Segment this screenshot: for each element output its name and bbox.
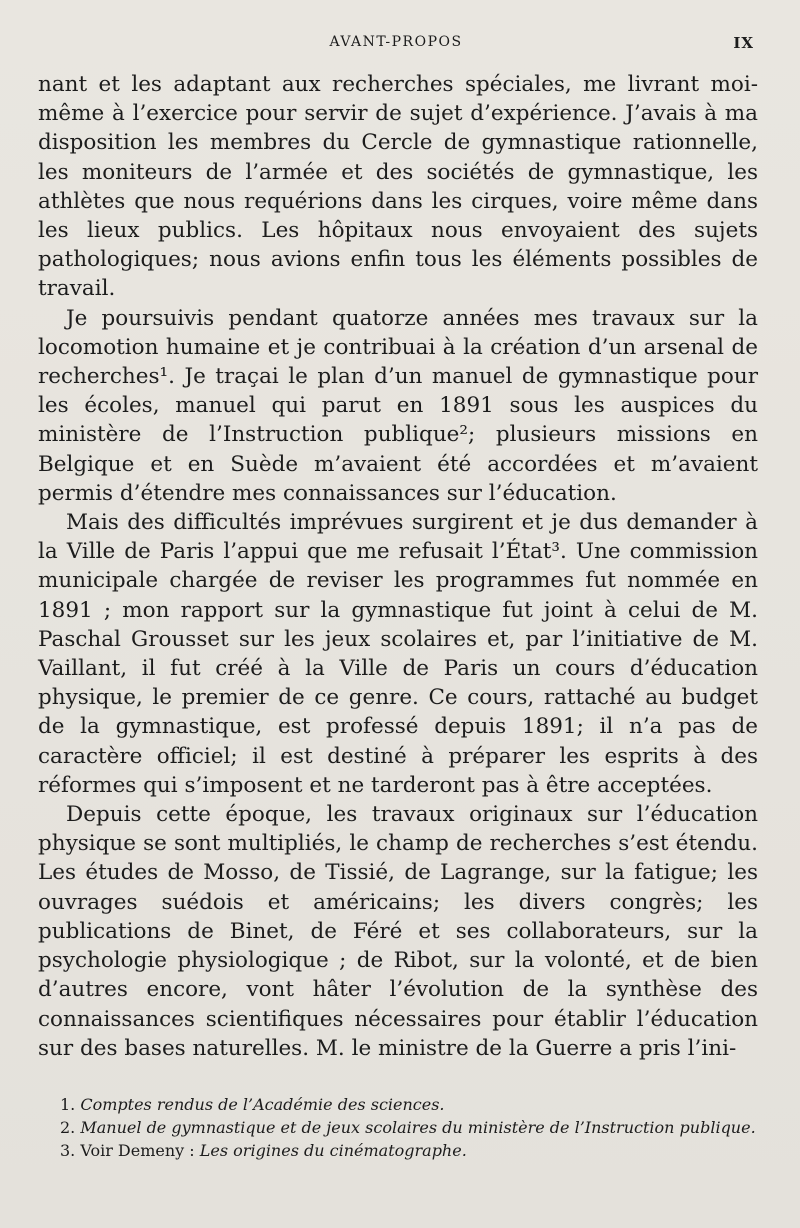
paragraph: Depuis cette époque, les travaux originaux sur l’éducation physique se sont multipliés, le champ de recherches s’est étendu. Les études de Mosso, de Tissié, de Lagrange, sur la fatigue; les ouvrages suédois et américains; les divers congrès; les publications de Binet, de Féré et ses collaborateurs, sur la psychologie physiologique ; de Ribot, sur la volonté, et de bien d’autres encore, vont hâter l’évolution de la synthèse des connaissances scientifiques nécessaires pour établir l’éducation sur des bases naturelles. M. le ministre de la Guerre a pris l’ini-	[38, 802, 758, 1061]
footnote-number: 1.	[60, 1095, 76, 1114]
page-number: IX	[733, 34, 754, 52]
footnote-text: Comptes rendus de l’Académie des sciences.	[80, 1095, 445, 1114]
footnote	[60, 1094, 760, 1116]
footnote-number: 2.	[60, 1118, 76, 1137]
footnote-number: 3.	[60, 1141, 76, 1160]
page-header	[38, 34, 754, 56]
footnotes	[60, 1094, 760, 1163]
paragraph: nant et les adaptant aux recherches spéciales, me livrant moi-même à l’exercice pour servir de sujet d’expérience. J’avais à ma disposition les membres du Cercle de gymnastique rationnelle, les moniteurs de l’armée et des sociétés de gymnastique, les athlètes que nous requérions dans les cirques, voire même dans les lieux publics. Les hôpitaux nous envoyaient des sujets pathologiques; nous avions enfin tous les éléments possibles de travail.	[38, 72, 758, 302]
body-text	[38, 70, 758, 1063]
footnote-text: Manuel de gymnastique et de jeux scolaires du ministère de l’Instruction publique.	[80, 1118, 756, 1137]
paragraph: Mais des difficultés imprévues surgirent et je dus demander à la Ville de Paris l’appui que me refusait l’État³. Une commission municipale chargée de reviser les programmes fut nommée en 1891 ; mon rapport sur la gymnastique fut joint à celui de M. Paschal Grousset sur les jeux scolaires et, par l’initiative de M. Vaillant, il fut créé à la Ville de Paris un cours d’éducation physique, le premier de ce genre. Ce cours, rattaché au budget de la gymnastique, est professé depuis 1891; il n’a pas de caractère officiel; il est destiné à préparer les esprits à des réformes qui s’imposent et ne tarderont pas à être acceptées.	[38, 510, 758, 798]
footnote-prefix: Voir Demeny :	[80, 1141, 200, 1160]
footnote	[60, 1140, 760, 1162]
running-title: AVANT-PROPOS	[329, 34, 463, 50]
footnote-text: Les origines du cinématographe.	[199, 1141, 467, 1160]
paragraph: Je poursuivis pendant quatorze années mes travaux sur la locomotion humaine et je contribuai à la création d’un arsenal de recherches¹. Je traçai le plan d’un manuel de gymnastique pour les écoles, manuel qui parut en 1891 sous les auspices du ministère de l’Instruction publique²; plusieurs missions en Belgique et en Suède m’avaient été accordées et m’avaient permis d’étendre mes connaissances sur l’éducation.	[38, 305, 758, 506]
footnote	[60, 1117, 760, 1139]
